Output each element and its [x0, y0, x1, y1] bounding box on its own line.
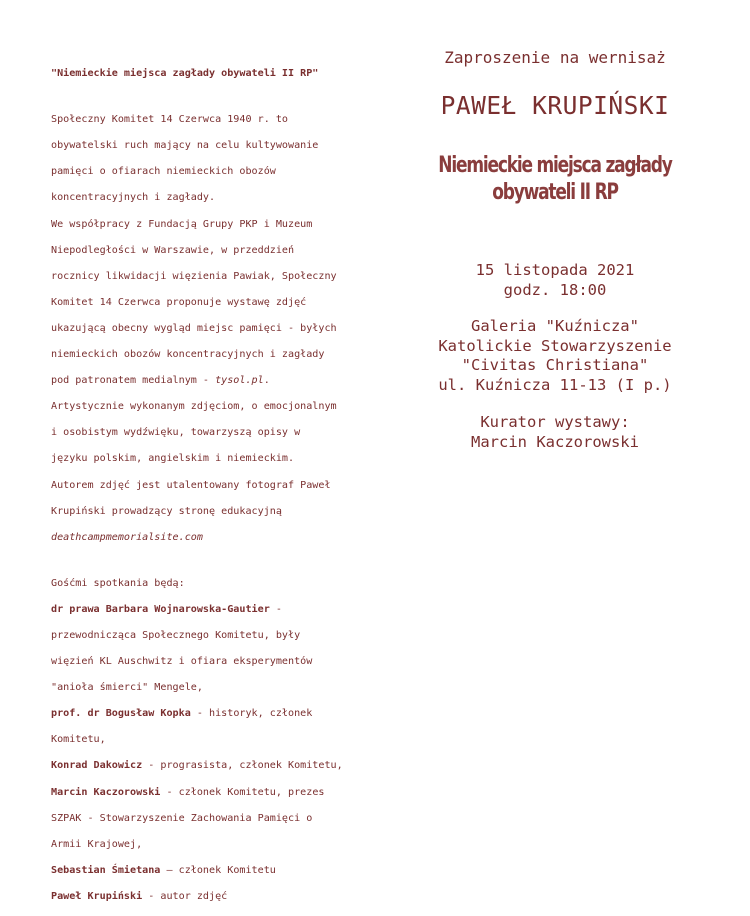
venue-line: ul. Kuźnicza 11-13 (I p.)	[438, 375, 672, 394]
guest-line: SZPAK - Stowarzyszenie Zachowania Pamięci o	[51, 812, 313, 824]
guest-name: prof. dr Bogusław Kopka	[51, 708, 191, 720]
guest-name: Paweł Krupiński	[51, 890, 143, 902]
date-block	[380, 261, 730, 300]
guest-line: Armii Krajowej,	[51, 838, 143, 850]
curator-name: Marcin Kaczorowski	[471, 432, 639, 451]
venue-block	[380, 317, 730, 395]
guest-role: -	[269, 603, 282, 615]
intro-line: Społeczny Komitet 14 Czerwca 1940 r. to	[51, 114, 289, 126]
patron-prefix: pod patronatem medialnym -	[51, 375, 216, 387]
guest-line: "anioła śmierci" Mengele,	[51, 682, 203, 694]
intro-line: obywatelski ruch mający na celu kultywowanie	[51, 140, 319, 152]
intro-line: koncentracyjnych i zagłady.	[51, 192, 216, 204]
intro-line: niemieckich obozów koncentracyjnych i zagłady	[51, 349, 325, 361]
intro-line: Autorem zdjęć jest utalentowany fotograf Paweł	[51, 479, 331, 491]
website-link[interactable]: deathcampmemorialsite.com	[51, 531, 203, 543]
guest-role: - autor zdjęć	[142, 890, 228, 902]
invitation-heading: Zaproszenie na wernisaż	[444, 48, 666, 67]
guest-name: Sebastian Śmietana	[51, 864, 161, 876]
exhibition-title-line: obywateli II RP	[492, 180, 618, 205]
guest-name: Marcin Kaczorowski	[51, 786, 161, 798]
guests-intro: Gośćmi spotkania będą:	[51, 577, 185, 589]
curator-block	[380, 413, 730, 452]
venue-line: "Civitas Christiana"	[461, 356, 649, 374]
guest-line: więzień KL Auschwitz i ofiara eksperymentów	[51, 656, 313, 668]
guest-line: przewodnicząca Społecznego Komitetu, były	[51, 630, 301, 642]
artist-name: PAWEŁ KRUPIŃSKI	[440, 91, 670, 120]
venue-line: Galeria "Kuźnicza"	[471, 317, 639, 335]
intro-line: pod patronatem medialnym - tysol.pl.	[51, 375, 270, 387]
exhibition-title-line: Niemieckie miejsca zagłady	[438, 153, 672, 178]
guest-role: - prograsista, członek Komitetu,	[142, 760, 343, 772]
left-title: "Niemieckie miejsca zagłady obywateli II RP"	[51, 68, 319, 80]
venue-line: Katolickie Stowarzyszenie	[438, 336, 672, 355]
guest-name: dr prawa Barbara Wojnarowska-Gautier	[51, 603, 270, 615]
guest-line: Komitetu,	[51, 734, 106, 746]
guest-line	[51, 707, 371, 720]
intro-line: We współpracy z Fundacją Grupy PKP i Muzeum	[51, 218, 313, 230]
guest-line	[51, 864, 371, 877]
intro-line: Komitet 14 Czerwca proponuje wystawę zdjęć	[51, 296, 307, 308]
guest-line	[51, 786, 371, 799]
intro-line: rocznicy likwidacji więzienia Pawiak, Społeczny	[51, 270, 337, 282]
event-time: godz. 18:00	[503, 280, 607, 299]
guest-line	[51, 759, 371, 772]
left-column	[51, 54, 371, 916]
intro-line: ukazującą obecny wygląd miejsc pamięci - byłych	[51, 322, 337, 334]
curator-label: Kurator wystawy:	[480, 413, 630, 431]
intro-line: pamięci o ofiarach niemieckich obozów	[51, 166, 276, 178]
guest-name: Konrad Dakowicz	[51, 760, 143, 772]
guest-line	[51, 890, 371, 903]
intro-line: i osobistym wydźwięku, towarzyszą opisy w	[51, 427, 301, 439]
patron-link[interactable]: tysol.pl	[215, 375, 264, 387]
exhibition-title	[405, 152, 706, 206]
guest-role: - członek Komitetu, prezes	[160, 786, 325, 798]
guest-line	[51, 603, 371, 616]
event-date: 15 listopada 2021	[475, 261, 635, 279]
intro-line: Niepodległości w Warszawie, w przeddzień	[51, 244, 295, 256]
intro-line: Krupiński prowadzący stronę edukacyjną	[51, 505, 282, 517]
guest-role: – członek Komitetu	[160, 864, 276, 876]
intro-line: Artystycznie wykonanym zdjęciom, o emocjonalnym	[51, 401, 337, 413]
guest-role: - historyk, członek	[190, 708, 313, 720]
intro-line: języku polskim, angielskim i niemieckim.	[51, 453, 295, 465]
website-line	[51, 531, 371, 544]
